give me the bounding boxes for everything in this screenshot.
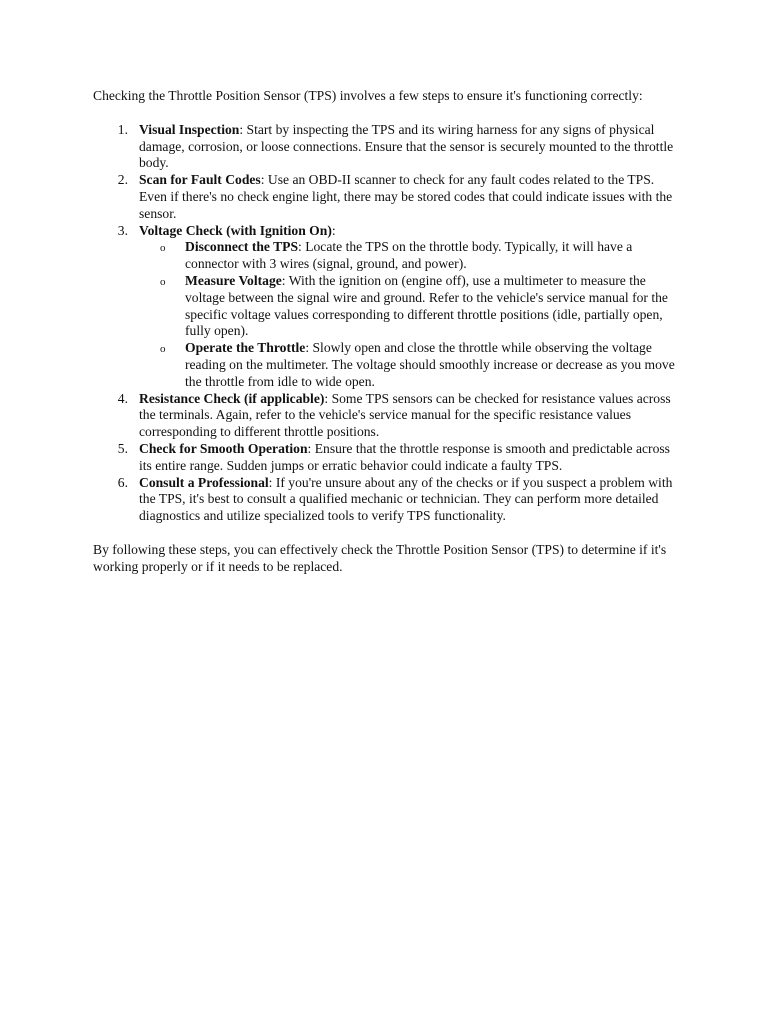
bullet-marker: o [160, 242, 166, 255]
substep-title: Disconnect the TPS [185, 239, 299, 255]
list-item-scan-fault-codes [93, 172, 683, 222]
step-title: Consult a Professional [139, 474, 269, 490]
list-item-visual-inspection [93, 122, 683, 172]
substep-text: : Locate the TPS on the throttle body. Typically, it will have a connector with 3 wires (signal, ground, and power). [185, 239, 633, 272]
step-text: : Start by inspecting the TPS and its wiring harness for any signs of physical damage, corrosion, or loose connections. Ensure that the sensor is securely mounted to the throttle body. [139, 121, 674, 171]
step-title: Visual Inspection [139, 121, 240, 137]
substep-title: Operate the Throttle [185, 340, 306, 356]
substep-title: Measure Voltage [185, 272, 282, 288]
voltage-substeps-list [139, 239, 683, 390]
list-number: 4. [117, 390, 128, 406]
sub-item-disconnect-tps [139, 239, 683, 273]
step-text: : Use an OBD-II scanner to check for any fault codes related to the TPS. Even if there's no check engine light, there may be stored codes that could indicate issues with the sensor. [139, 172, 673, 221]
list-number: 1. [117, 121, 128, 137]
step-title: Check for Smooth Operation [139, 440, 308, 456]
document-page [93, 88, 683, 576]
list-number: 6. [117, 474, 128, 490]
sub-item-operate-throttle [139, 340, 683, 390]
step-title: Voltage Check (with Ignition On) [139, 222, 332, 238]
closing-paragraph: By following these steps, you can effectively check the Throttle Position Sensor (TPS) to determine if it's working properly or if it needs to be replaced. [93, 541, 667, 574]
step-text: : If you're unsure about any of the checks or if you suspect a problem with the TPS, it's best to consult a qualified mechanic or technician. They can perform more detailed diagnostics and utilize specialized tools to verify TPS functionality. [139, 474, 673, 524]
substep-text: : Slowly open and close the throttle while observing the voltage reading on the multimeter. The voltage should smoothly increase or decrease as you move the throttle from idle to wide open. [185, 340, 675, 389]
list-item-resistance-check [93, 391, 683, 441]
sub-item-measure-voltage [139, 273, 683, 340]
bullet-marker: o [160, 343, 166, 356]
step-text: : Ensure that the throttle response is smooth and predictable across its entire range. Sudden jumps or erratic behavior could indicate a faulty TPS. [139, 440, 670, 473]
substep-text: : With the ignition on (engine off), use a multimeter to measure the voltage between the signal wire and ground. Refer to the vehicle's service manual for the specific voltage values corresponding to different throttle positions (idle, partially open, fully open). [185, 272, 668, 339]
list-item-consult-professional [93, 475, 683, 525]
list-number: 5. [117, 440, 128, 456]
step-text: : Some TPS sensors can be checked for resistance values across the terminals. Again, refer to the vehicle's service manual for the specific resistance values corresponding to different throttle positions. [139, 390, 671, 440]
intro-paragraph: Checking the Throttle Position Sensor (TPS) involves a few steps to ensure it's functioning correctly: [93, 88, 643, 103]
list-number: 2. [117, 172, 128, 188]
step-title: Scan for Fault Codes [139, 172, 261, 188]
list-item-voltage-check [93, 223, 683, 391]
steps-list [93, 122, 683, 525]
bullet-marker: o [160, 275, 166, 288]
list-number: 3. [117, 222, 128, 238]
step-title: Resistance Check (if applicable) [139, 390, 325, 406]
list-item-smooth-operation [93, 441, 683, 475]
step-text: : [331, 222, 336, 238]
